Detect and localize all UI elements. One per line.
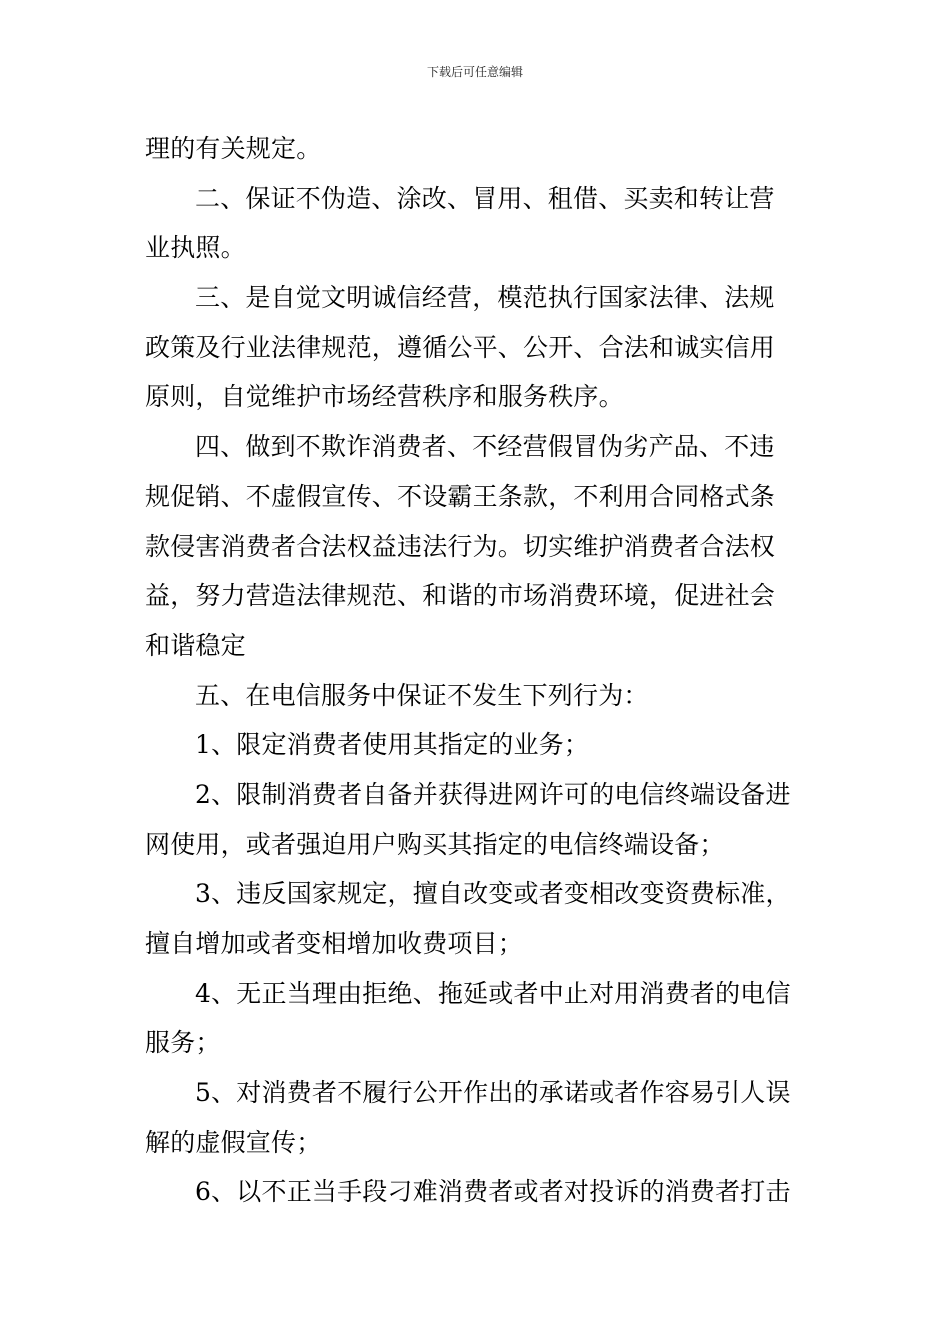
paragraph-line: 1、限定消费者使用其指定的业务； (195, 730, 590, 760)
paragraph-line: 2、限制消费者自备并获得进网许可的电信终端设备进 (195, 779, 791, 809)
paragraph-line: 规促销、不虚假宣传、不设霸王条款，不利用合同格式条 (145, 481, 776, 511)
paragraph-line: 5、对消费者不履行公开作出的承诺或者作容易引人误 (195, 1078, 791, 1108)
paragraph-line: 6、以不正当手段刁难消费者或者对投诉的消费者打击 (195, 1177, 791, 1207)
paragraph-line: 益，努力营造法律规范、和谐的市场消费环境，促进社会 (145, 581, 776, 611)
paragraph-line: 3、违反国家规定，擅自改变或者变相改变资费标准， (195, 879, 791, 909)
document-body (145, 124, 810, 1217)
paragraph-line: 网使用，或者强迫用户购买其指定的电信终端设备； (145, 829, 725, 859)
paragraph-line: 二、保证不伪造、涂改、冒用、租借、买卖和转让营 (195, 183, 775, 213)
paragraph-line: 原则，自觉维护市场经营秩序和服务秩序。 (145, 382, 624, 412)
paragraph-line: 解的虚假宣传； (145, 1127, 322, 1157)
paragraph-line: 服务； (145, 1028, 221, 1058)
paragraph-line: 业执照。 (145, 233, 246, 263)
page-header: 下载后可任意编辑 (426, 65, 523, 79)
paragraph-line: 和谐稳定 (145, 630, 246, 660)
paragraph-line: 五、在电信服务中保证不发生下列行为： (195, 680, 649, 710)
paragraph-line: 三、是自觉文明诚信经营，模范执行国家法律、法规 (195, 283, 775, 313)
paragraph-line: 4、无正当理由拒绝、拖延或者中止对用消费者的电信 (195, 978, 791, 1008)
paragraph-line: 擅自增加或者变相增加收费项目； (145, 929, 524, 958)
paragraph-line: 四、做到不欺诈消费者、不经营假冒伪劣产品、不违 (195, 432, 775, 462)
paragraph-line: 款侵害消费者合法权益违法行为。切实维护消费者合法权 (145, 531, 776, 561)
paragraph-line: 理的有关规定。 (145, 134, 322, 163)
paragraph-line: 政策及行业法律规范，遵循公平、公开、合法和诚实信用 (145, 332, 776, 362)
